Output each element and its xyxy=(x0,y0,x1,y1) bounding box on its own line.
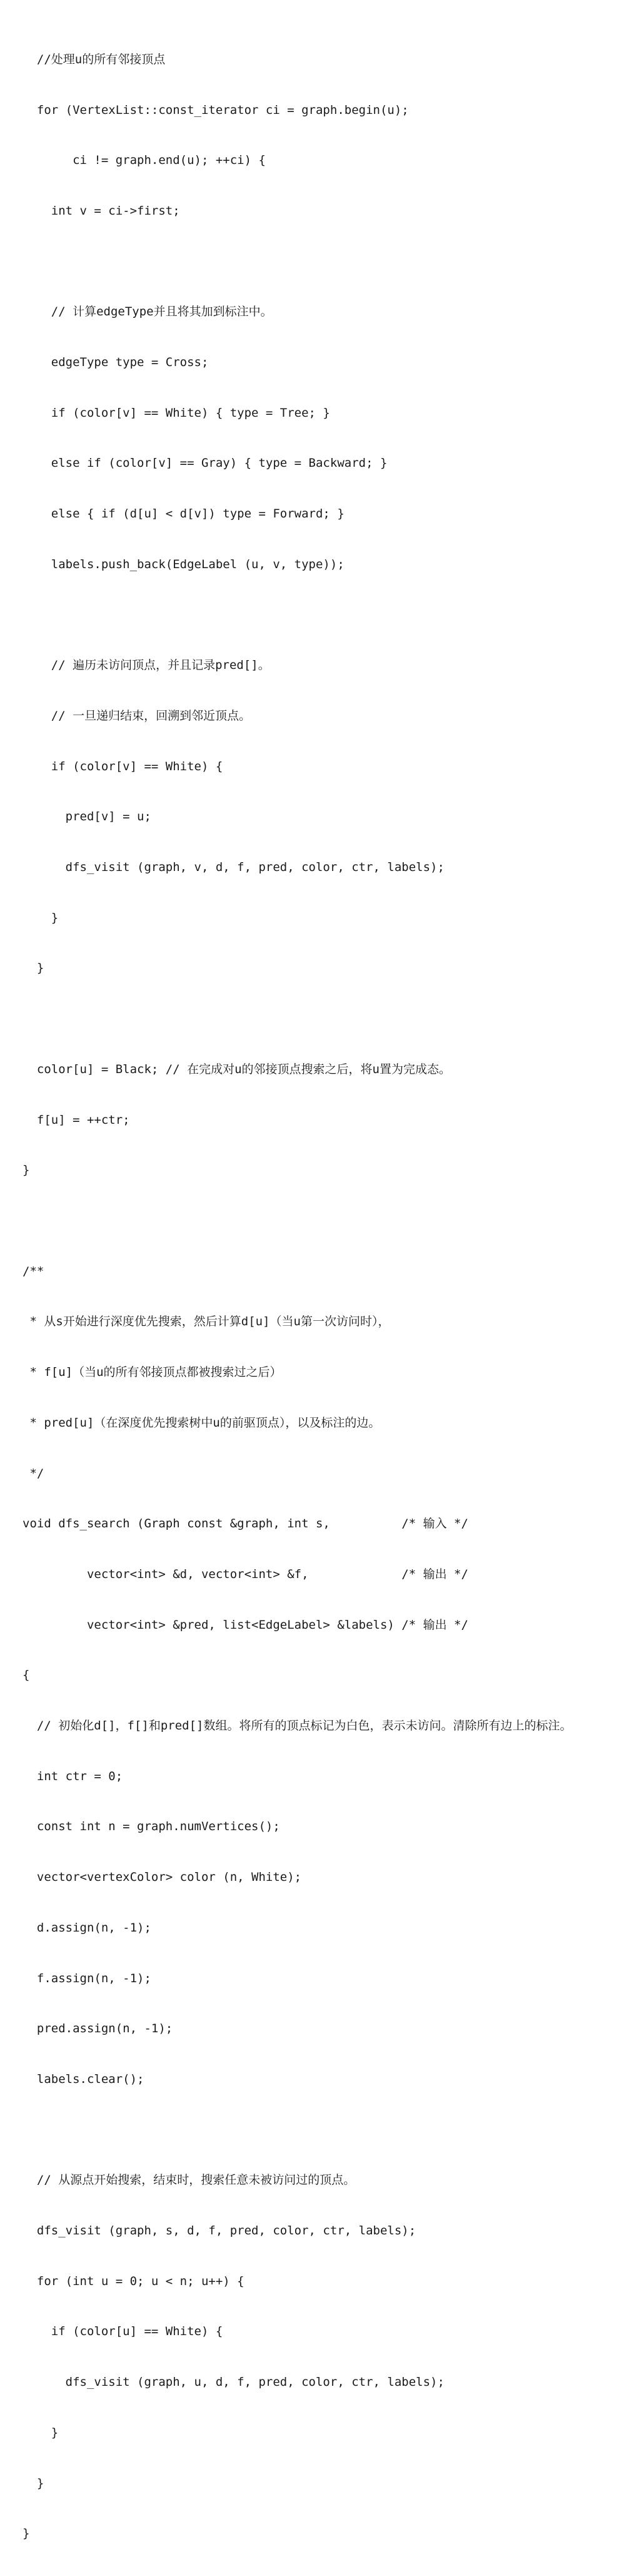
code-line: // 计算edgeType并且将其加到标注中。 xyxy=(23,305,273,319)
code-line: if (color[u] == White) { xyxy=(23,2324,223,2339)
code-line: dfs_visit (graph, v, d, f, pred, color, ctr, labels); xyxy=(23,860,445,875)
code-line: //处理u的所有邻接顶点 xyxy=(23,52,166,66)
code-line: if (color[v] == White) { type = Tree; } xyxy=(23,405,330,420)
code-line: * 从s开始进行深度优先搜索，然后计算d[u]（当u第一次访问时）， xyxy=(23,1315,390,1329)
code-line: } xyxy=(23,910,59,925)
code-line: } xyxy=(23,961,44,975)
code-line: */ xyxy=(23,1466,44,1480)
code-line: d.assign(n, -1); xyxy=(23,1920,151,1935)
code-line: // 一旦递归结束，回溯到邻近顶点。 xyxy=(23,708,251,723)
code-line: { xyxy=(23,1668,30,1683)
code-line: edgeType type = Cross; xyxy=(23,355,209,370)
code-line: f[u] = ++ctr; xyxy=(23,1112,130,1127)
code-line: // 初始化d[]，f[]和pred[]数组。将所有的顶点标记为白色，表示未访问。清除所有边上的标注。 xyxy=(23,1719,572,1733)
code-line: } xyxy=(23,2476,44,2490)
code-line: // 从源点开始搜索，结束时，搜索任意未被访问过的顶点。 xyxy=(23,2173,356,2187)
code-line xyxy=(23,607,571,624)
code-line: else { if (d[u] < d[v]) type = Forward; } xyxy=(23,507,345,521)
code-line: else if (color[v] == Gray) { type = Backward; } xyxy=(23,456,388,471)
code-line: dfs_visit (graph, s, d, f, pred, color, ctr, labels); xyxy=(23,2224,416,2238)
code-line xyxy=(23,1213,571,1229)
code-line: vector<int> &d, vector<int> &f, /* 输出 */ xyxy=(23,1567,468,1581)
code-line: const int n = graph.numVertices(); xyxy=(23,1820,280,1834)
code-listing xyxy=(23,18,571,2576)
code-line: color[u] = Black; // 在完成对u的邻接顶点搜索之后，将u置为完成态。 xyxy=(23,1062,451,1076)
code-line: /** xyxy=(23,1264,44,1278)
code-line: f.assign(n, -1); xyxy=(23,1971,151,1985)
code-line: * pred[u]（在深度优先搜索树中u的前驱顶点），以及标注的边。 xyxy=(23,1415,381,1430)
code-line: for (VertexList::const_iterator ci = graph.begin(u); xyxy=(23,103,409,117)
code-line: if (color[v] == White) { xyxy=(23,759,223,773)
code-line: ci != graph.end(u); ++ci) { xyxy=(23,153,266,168)
code-line xyxy=(23,2122,571,2139)
code-line: * f[u]（当u的所有邻接顶点都被搜索过之后） xyxy=(23,1365,282,1380)
code-line: } xyxy=(23,2527,30,2541)
code-line: vector<int> &pred, list<EdgeLabel> &labels) /* 输出 */ xyxy=(23,1617,468,1632)
code-line: // 遍历未访问顶点，并且记录pred[]。 xyxy=(23,658,270,673)
code-line: } xyxy=(23,1163,30,1178)
code-line: int ctr = 0; xyxy=(23,1769,123,1783)
code-line: void dfs_search (Graph const &graph, int s, /* 输入 */ xyxy=(23,1517,468,1531)
code-line: vector<vertexColor> color (n, White); xyxy=(23,1870,302,1885)
code-line: pred.assign(n, -1); xyxy=(23,2022,173,2036)
code-line: for (int u = 0; u < n; u++) { xyxy=(23,2274,244,2288)
code-line xyxy=(23,253,571,270)
code-line: pred[v] = u; xyxy=(23,810,151,824)
code-line xyxy=(23,1011,571,1027)
code-line: labels.push_back(EdgeLabel (u, v, type)); xyxy=(23,557,345,571)
code-line: int v = ci->first; xyxy=(23,203,180,218)
code-line: labels.clear(); xyxy=(23,2072,144,2086)
code-line: dfs_visit (graph, u, d, f, pred, color, ctr, labels); xyxy=(23,2375,445,2390)
code-line: } xyxy=(23,2425,59,2440)
